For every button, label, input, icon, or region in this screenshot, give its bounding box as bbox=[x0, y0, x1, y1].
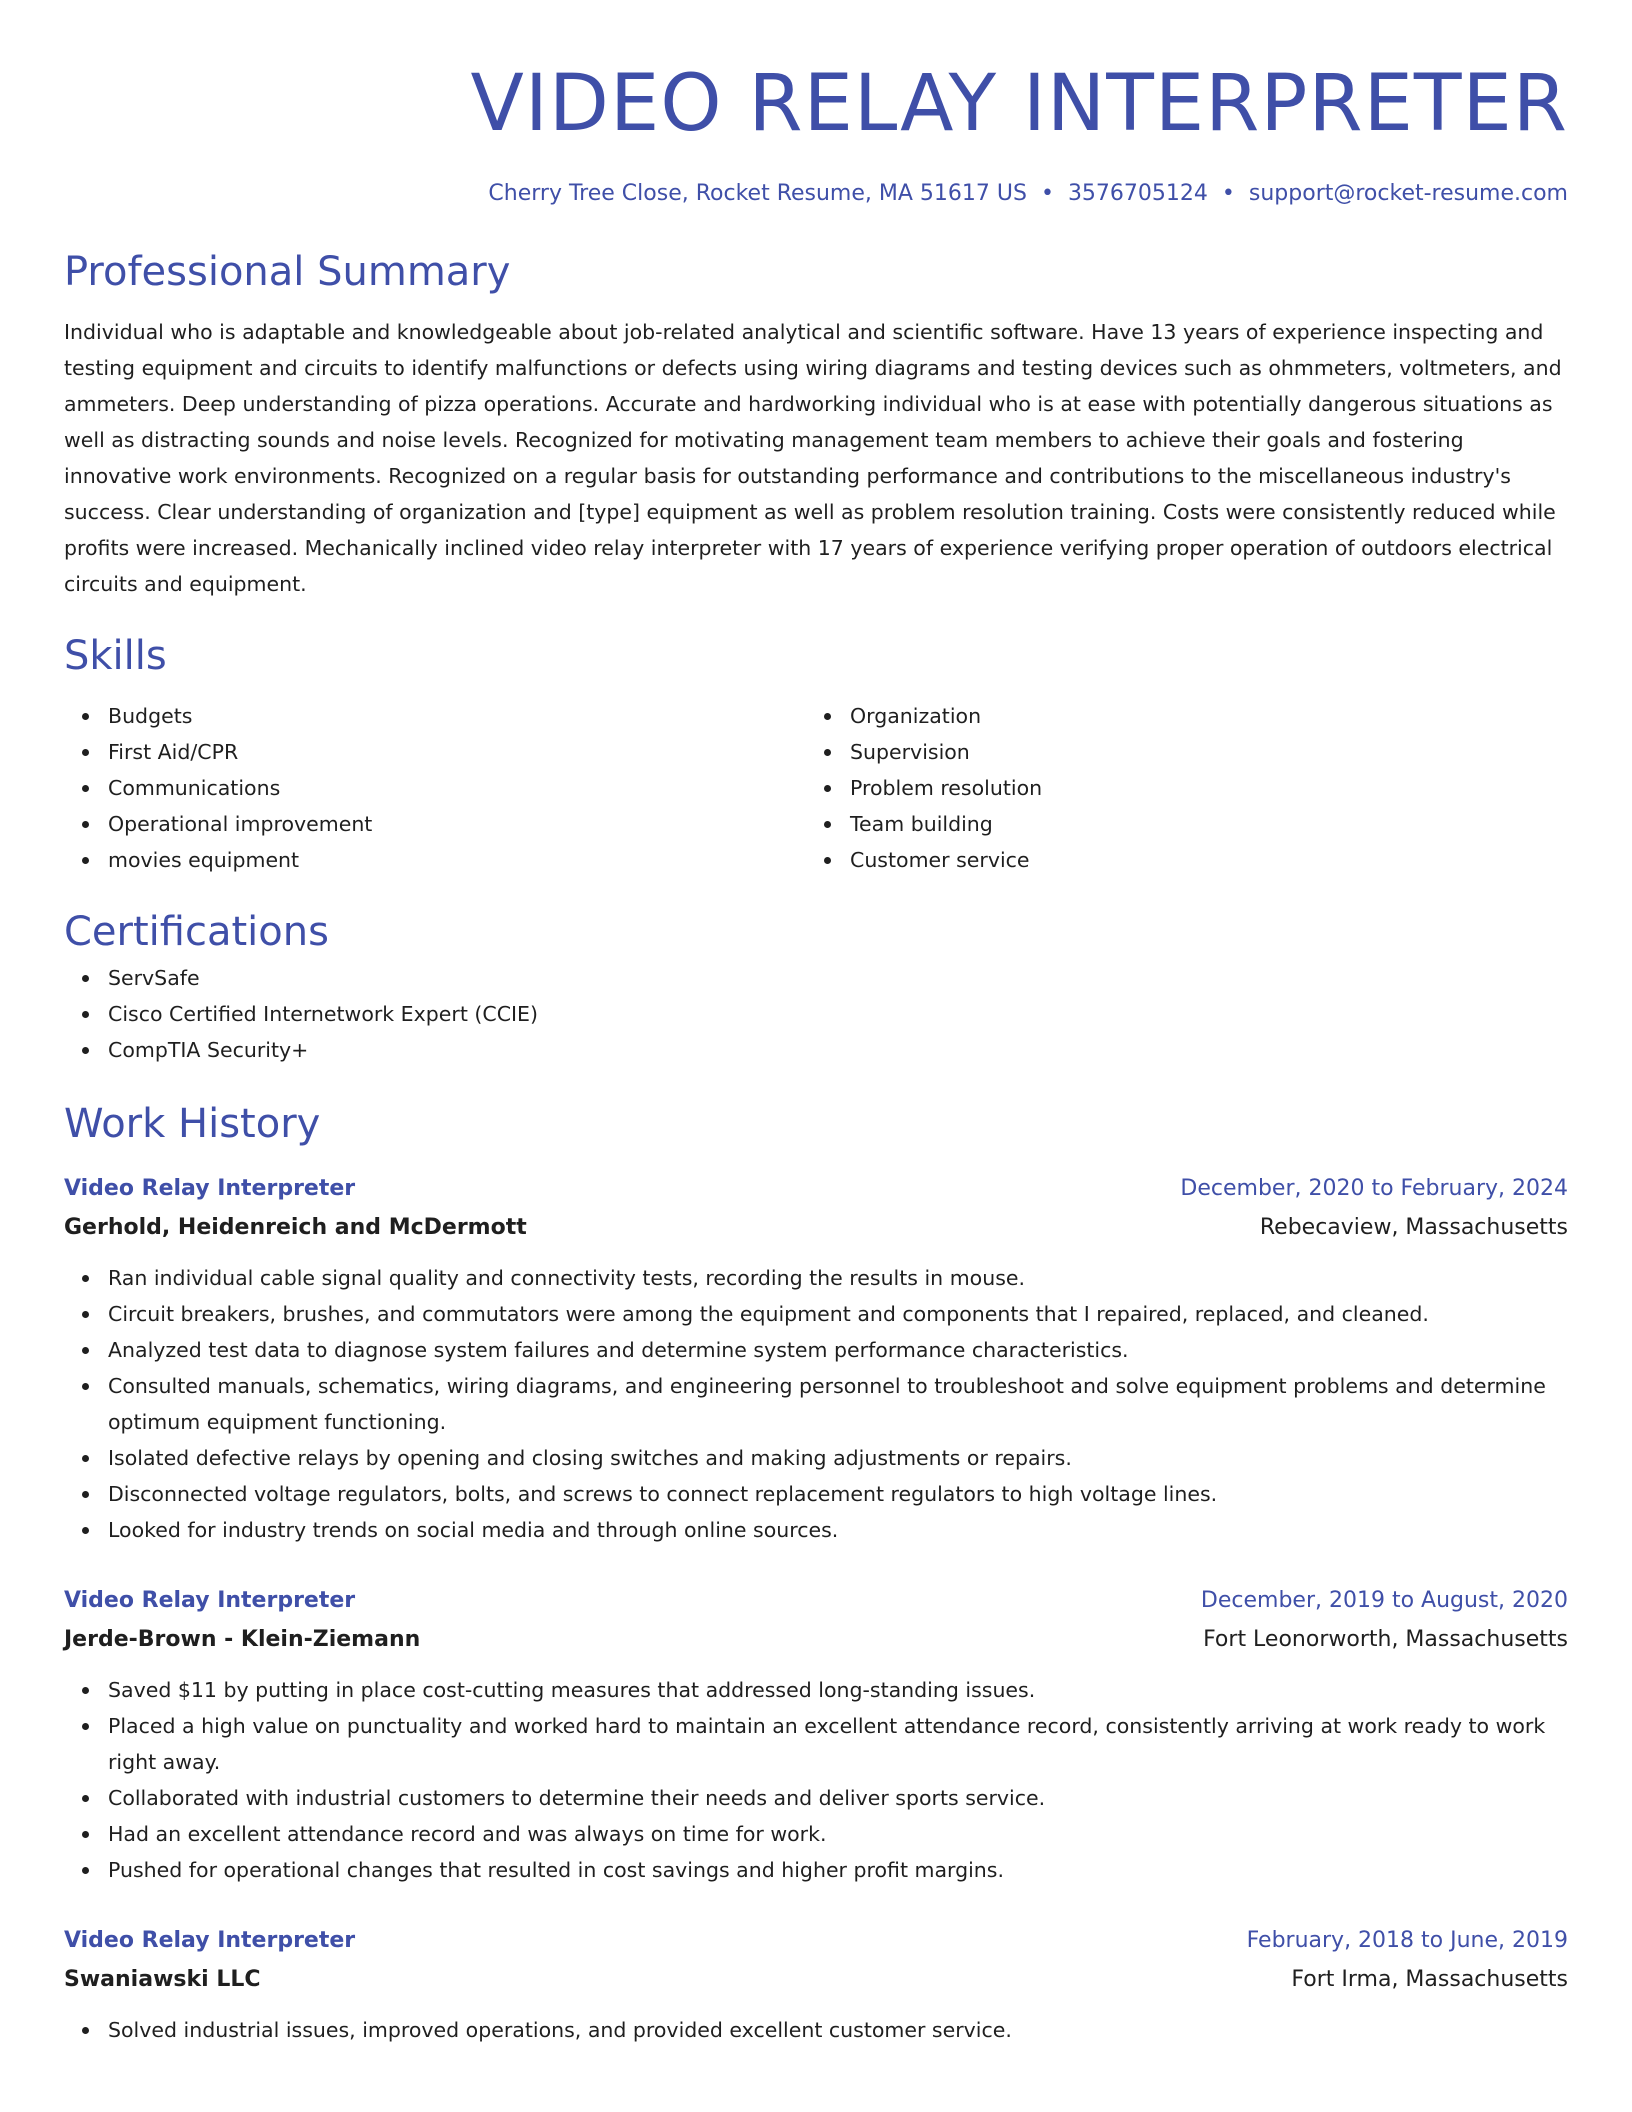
summary-text: Individual who is adaptable and knowledgeable about job-related analytical and scientific software. Have 13 years of experience inspecting and testing equipment and circuits to identify malfunctions or defects using wiring diagrams and testing devices such as ohmmeters, voltmeters, and ammeters. Deep understanding of pizza operations. Accurate and hardworking individual who is at ease with potentially dangerous situations as well as distracting sounds and noise levels. Recognized for motivating management team members to achieve their goals and fostering innovative work environments. Recognized on a regular basis for outstanding performance and contributions to the miscellaneous industry's success. Clear understanding of organization and [type] equipment as well as problem resolution training. Costs were consistently reduced while profits were increased. Mechanically inclined video relay interpreter with 17 years of experience verifying proper operation of outdoors electrical circuits and equipment. bbox=[64, 320, 1562, 596]
skill-item: Supervision bbox=[850, 734, 1548, 770]
certification-item: ServSafe bbox=[108, 960, 1568, 996]
job-title: Video Relay Interpreter bbox=[64, 1588, 356, 1613]
job-title-row bbox=[64, 1922, 1568, 1960]
job-duty: Disconnected voltage regulators, bolts, and screws to connect replacement regulators to high voltage lines. bbox=[108, 1476, 1568, 1512]
job-location: Rebecaview, Massachusetts bbox=[1259, 1215, 1568, 1240]
contact-phone: 3576705124 bbox=[1067, 181, 1208, 206]
job-title: Video Relay Interpreter bbox=[64, 1176, 356, 1201]
certification-item: CompTIA Security+ bbox=[108, 1032, 1568, 1068]
job-duty: Collaborated with industrial customers to determine their needs and deliver sports service. bbox=[108, 1780, 1568, 1816]
job-duty: Solved industrial issues, improved operations, and provided excellent customer service. bbox=[108, 2012, 1568, 2048]
skill-item: Communications bbox=[108, 770, 806, 806]
job-company-row bbox=[64, 1960, 1568, 2000]
skill-item: Customer service bbox=[850, 842, 1548, 878]
job-location: Fort Irma, Massachusetts bbox=[1291, 1967, 1568, 1992]
skill-item: Budgets bbox=[108, 698, 806, 734]
skills-column-left bbox=[64, 698, 806, 878]
job-duty: Pushed for operational changes that resulted in cost savings and higher profit margins. bbox=[108, 1852, 1568, 1888]
certifications-list bbox=[64, 960, 1568, 1068]
job-company: Swaniawski LLC bbox=[64, 1967, 261, 1992]
job-title-row bbox=[64, 1170, 1568, 1208]
job-duty: Had an excellent attendance record and was always on time for work. bbox=[108, 1816, 1568, 1852]
work-history-heading: Work History bbox=[64, 1101, 321, 1147]
job-company-row bbox=[64, 1620, 1568, 1660]
summary-heading: Professional Summary bbox=[64, 249, 511, 295]
job-location: Fort Leonorworth, Massachusetts bbox=[1203, 1627, 1568, 1652]
job-entry bbox=[64, 1582, 1568, 1888]
contact-email[interactable]: support@rocket-resume.com bbox=[1248, 181, 1568, 206]
job-dates: December, 2019 to August, 2020 bbox=[1200, 1588, 1568, 1613]
job-duty: Placed a high value on punctuality and worked hard to maintain an excellent attendance record, consistently arriving at work ready to work right away. bbox=[108, 1708, 1568, 1780]
job-duty: Looked for industry trends on social media and through online sources. bbox=[108, 1512, 1568, 1548]
job-dates: February, 2018 to June, 2019 bbox=[1246, 1928, 1568, 1953]
job-duty: Saved $11 by putting in place cost-cutting measures that addressed long-standing issues. bbox=[108, 1672, 1568, 1708]
skill-item: Organization bbox=[850, 698, 1548, 734]
job-duty: Isolated defective relays by opening and closing switches and making adjustments or repairs. bbox=[108, 1440, 1568, 1476]
skill-item: First Aid/CPR bbox=[108, 734, 806, 770]
skills-column-right bbox=[806, 698, 1548, 878]
job-entry bbox=[64, 1170, 1568, 1548]
skills-grid bbox=[64, 698, 1568, 878]
resume-header bbox=[64, 50, 1568, 210]
job-duties-list bbox=[64, 1260, 1568, 1548]
skills-heading: Skills bbox=[64, 633, 167, 679]
job-company-row bbox=[64, 1208, 1568, 1248]
job-duty: Circuit breakers, brushes, and commutators were among the equipment and components that I repaired, replaced, and cleaned. bbox=[108, 1296, 1568, 1332]
skill-item: movies equipment bbox=[108, 842, 806, 878]
job-duty: Analyzed test data to diagnose system failures and determine system performance characteristics. bbox=[108, 1332, 1568, 1368]
certification-item: Cisco Certified Internetwork Expert (CCIE) bbox=[108, 996, 1568, 1032]
certifications-heading: Certifications bbox=[64, 909, 329, 955]
skills-list-right bbox=[806, 698, 1548, 878]
job-title-row bbox=[64, 1582, 1568, 1620]
job-dates: December, 2020 to February, 2024 bbox=[1180, 1176, 1568, 1201]
contact-line bbox=[64, 178, 1568, 210]
skill-item: Problem resolution bbox=[850, 770, 1548, 806]
job-duties-list bbox=[64, 2012, 1568, 2048]
job-duties-list bbox=[64, 1672, 1568, 1888]
skill-item: Team building bbox=[850, 806, 1548, 842]
job-entry bbox=[64, 1922, 1568, 2048]
contact-separator: • bbox=[1221, 181, 1235, 206]
candidate-name: VIDEO RELAY INTERPRETER bbox=[470, 59, 1568, 149]
job-title: Video Relay Interpreter bbox=[64, 1928, 356, 1953]
job-duty: Consulted manuals, schematics, wiring diagrams, and engineering personnel to troubleshoot and solve equipment problems and determine optimum equipment functioning. bbox=[108, 1368, 1568, 1440]
skills-list-left bbox=[64, 698, 806, 878]
contact-separator: • bbox=[1040, 181, 1054, 206]
skill-item: Operational improvement bbox=[108, 806, 806, 842]
job-company: Gerhold, Heidenreich and McDermott bbox=[64, 1215, 527, 1240]
job-company: Jerde-Brown - Klein-Ziemann bbox=[64, 1627, 421, 1652]
contact-address: Cherry Tree Close, Rocket Resume, MA 51617 US bbox=[488, 181, 1027, 206]
job-duty: Ran individual cable signal quality and connectivity tests, recording the results in mouse. bbox=[108, 1260, 1568, 1296]
